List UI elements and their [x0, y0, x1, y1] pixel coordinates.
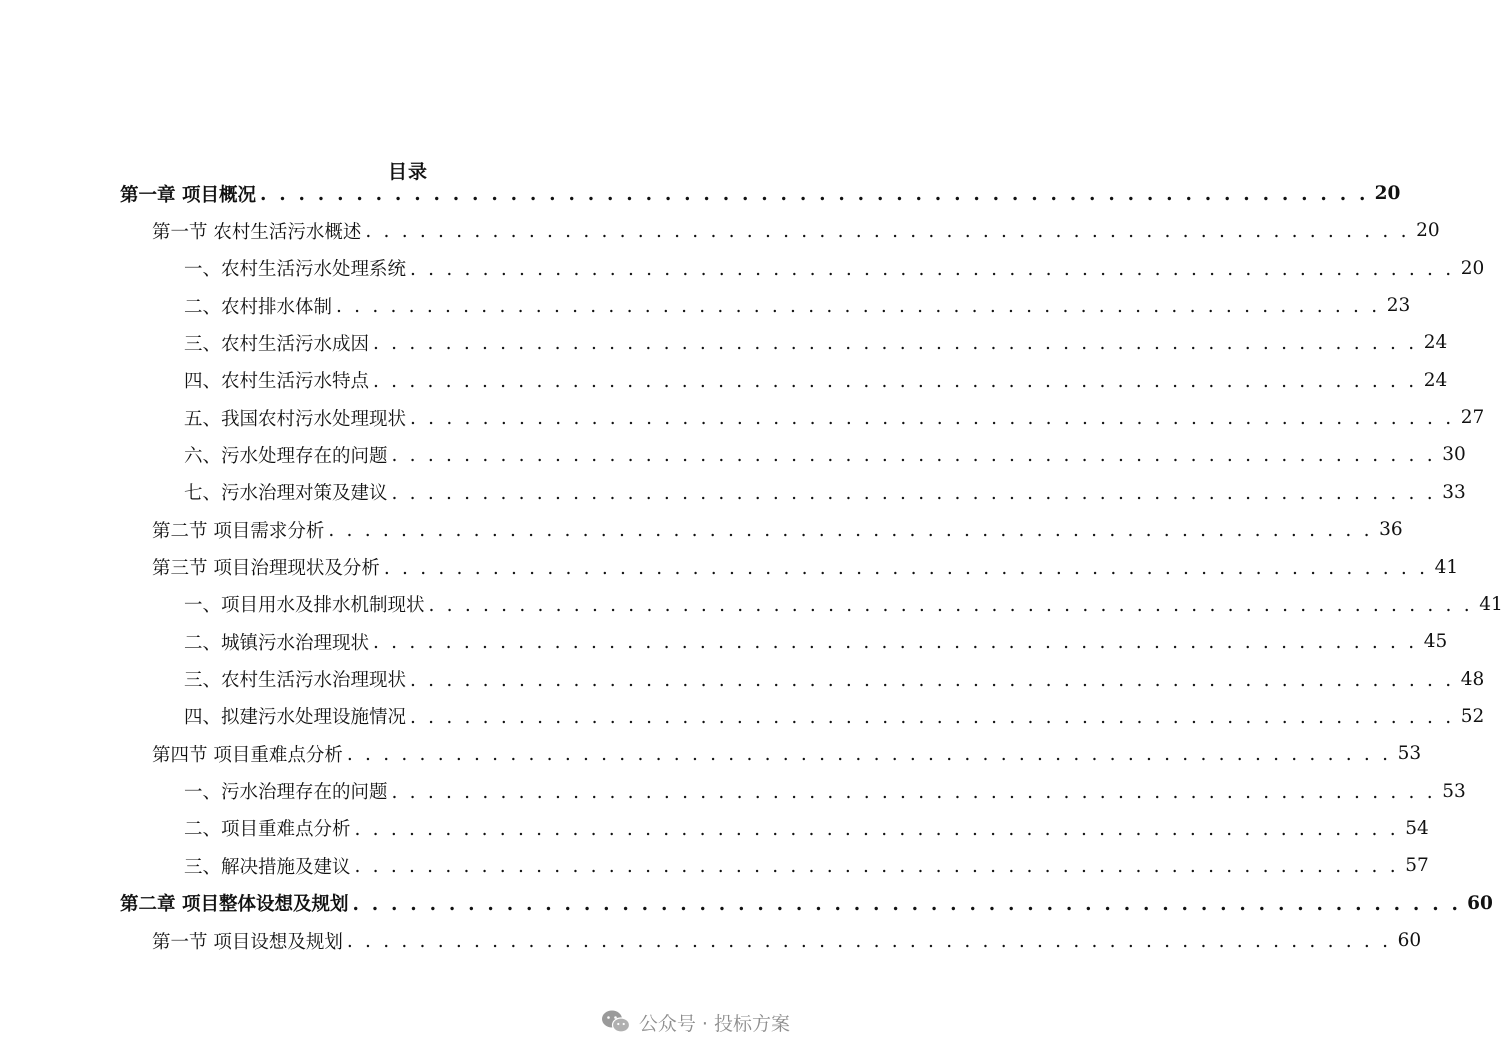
toc-entry-label: 三、农村生活污水治理现状 — [184, 670, 407, 692]
toc-dot-leader: . . . . . . . . . . . . . . . . . . . . . . . . . . . . . . . . . . . . . . . . . . . . . . . . . . . . . . . . . . — [391, 445, 1436, 467]
toc-dot-leader: . . . . . . . . . . . . . . . . . . . . . . . . . . . . . . . . . . . . . . . . . . . . . . . . . . . . . . . . . . — [352, 893, 1462, 915]
toc-page-number: 60 — [1467, 892, 1493, 914]
watermark-text: 公众号 · 投标方案 — [638, 1012, 790, 1035]
toc-page-number: 57 — [1405, 855, 1429, 877]
toc-entry[interactable] — [152, 511, 1403, 548]
toc-entry[interactable] — [184, 474, 1466, 511]
toc-entry-label: 第一章 项目概况 — [120, 184, 256, 206]
toc-entry-label: 四、农村生活污水特点 — [184, 371, 370, 393]
toc-dot-leader: . . . . . . . . . . . . . . . . . . . . . . . . . . . . . . . . . . . . . . . . . . . . . . . . . . . . . . . . . . — [373, 333, 1418, 355]
toc-page-number: 23 — [1386, 295, 1411, 317]
toc-dot-leader: . . . . . . . . . . . . . . . . . . . . . . . . . . . . . . . . . . . . . . . . . . . . . . . . . . . . . . . . . . — [410, 408, 1455, 430]
toc-dot-leader: . . . . . . . . . . . . . . . . . . . . . . . . . . . . . . . . . . . . . . . . . . . . . . . . . . . . . . . . . . — [346, 744, 1392, 766]
toc-entry-label: 七、污水治理对策及建议 — [184, 483, 388, 505]
toc-dot-leader: . . . . . . . . . . . . . . . . . . . . . . . . . . . . . . . . . . . . . . . . . . . . . . . . . . . . . . . . . . — [373, 370, 1418, 392]
toc-entry-label: 三、解决措施及建议 — [184, 856, 351, 878]
toc-dot-leader: . . . . . . . . . . . . . . . . . . . . . . . . . . . . . . . . . . . . . . . . . . . . . . . . . . . . . . . . . . — [373, 632, 1418, 654]
toc-entry[interactable] — [184, 362, 1448, 399]
toc-page-number: 41 — [1434, 556, 1459, 578]
toc-entry-label: 第二章 项目整体设想及规划 — [120, 894, 349, 916]
toc-entry-label: 二、农村排水体制 — [184, 296, 333, 318]
toc-dot-leader: . . . . . . . . . . . . . . . . . . . . . . . . . . . . . . . . . . . . . . . . . . . . . . . . . . . . . . . . . . — [428, 594, 1473, 616]
toc-page-number: 20 — [1460, 257, 1485, 279]
toc-entry-label: 二、项目重难点分析 — [184, 819, 351, 841]
toc-entry[interactable] — [184, 586, 1503, 623]
toc-dot-leader: . . . . . . . . . . . . . . . . . . . . . . . . . . . . . . . . . . . . . . . . . . . . . . . . . . . . . . . . . . — [410, 669, 1455, 691]
toc-page-number: 30 — [1442, 444, 1466, 466]
toc-entry[interactable] — [184, 661, 1485, 698]
toc-page-number: 36 — [1379, 519, 1403, 541]
toc-entry-label: 三、农村生活污水成因 — [184, 333, 370, 355]
toc-entry[interactable] — [152, 735, 1422, 772]
toc-dot-leader: . . . . . . . . . . . . . . . . . . . . . . . . . . . . . . . . . . . . . . . . . . . . . . . . . . . . . . . . . . — [328, 520, 1373, 542]
toc-dot-leader: . . . . . . . . . . . . . . . . . . . . . . . . . . . . . . . . . . . . . . . . . . . . . . . . . . . . . . . . . . — [410, 706, 1455, 728]
toc-entry[interactable] — [152, 549, 1459, 586]
toc-entry[interactable] — [184, 623, 1448, 660]
toc-dot-leader: . . . . . . . . . . . . . . . . . . . . . . . . . . . . . . . . . . . . . . . . . . . . . . . . . . . . . . . . . . — [346, 931, 1392, 952]
toc-page-number: 24 — [1423, 332, 1448, 354]
toc-entry[interactable] — [152, 922, 1422, 959]
toc-entry[interactable] — [184, 436, 1466, 473]
toc-entry[interactable] — [184, 847, 1429, 884]
toc-entry-label: 五、我国农村污水处理现状 — [184, 408, 407, 430]
toc-entry[interactable] — [184, 250, 1485, 287]
toc-entry-label: 第三节 项目治理现状及分析 — [152, 558, 380, 579]
toc-entry-label: 一、项目用水及排水机制现状 — [184, 595, 425, 617]
toc-dot-leader: . . . . . . . . . . . . . . . . . . . . . . . . . . . . . . . . . . . . . . . . . . . . . . . . . . . . . . . . . . — [336, 296, 1381, 318]
toc-entry[interactable] — [184, 810, 1429, 847]
toc-entry-label: 二、城镇污水治理现状 — [184, 632, 370, 654]
toc-page-number: 20 — [1374, 183, 1401, 204]
toc-page-number: 33 — [1442, 481, 1466, 503]
toc-page-number: 60 — [1397, 930, 1422, 951]
toc-entry-label: 第一节 项目设想及规划 — [152, 931, 343, 953]
toc-entry[interactable] — [184, 399, 1485, 436]
watermark — [601, 1008, 790, 1036]
toc-page-number: 27 — [1460, 407, 1485, 429]
toc-dot-leader: . . . . . . . . . . . . . . . . . . . . . . . . . . . . . . . . . . . . . . . . . . . . . . . . . . . . . . . . . . — [391, 482, 1436, 504]
toc-entry[interactable] — [152, 212, 1440, 249]
toc-page-number: 48 — [1460, 668, 1485, 690]
toc-page-number: 41 — [1479, 593, 1503, 615]
toc-entry[interactable] — [184, 773, 1466, 810]
toc-entry-label: 一、污水治理存在的问题 — [184, 782, 388, 804]
toc-entry-label: 六、污水处理存在的问题 — [184, 445, 388, 467]
toc-title: 目录 — [387, 160, 428, 183]
toc-dot-leader: . . . . . . . . . . . . . . . . . . . . . . . . . . . . . . . . . . . . . . . . . . . . . . . . . . . . . . . . . . — [259, 184, 1369, 205]
toc-page-number: 24 — [1423, 369, 1448, 391]
toc-page-number: 54 — [1405, 817, 1429, 839]
toc-page-number: 53 — [1397, 743, 1422, 765]
toc-entry[interactable] — [120, 885, 1493, 922]
toc-dot-leader: . . . . . . . . . . . . . . . . . . . . . . . . . . . . . . . . . . . . . . . . . . . . . . . . . . . . . . . . . . — [354, 818, 1399, 840]
toc-entry-label: 第四节 项目重难点分析 — [152, 744, 343, 766]
toc-entry[interactable] — [120, 175, 1401, 212]
toc-entry-label: 四、拟建污水处理设施情况 — [184, 707, 407, 729]
toc-page-number: 53 — [1442, 780, 1466, 802]
toc-dot-leader: . . . . . . . . . . . . . . . . . . . . . . . . . . . . . . . . . . . . . . . . . . . . . . . . . . . . . . . . . . — [354, 856, 1399, 878]
toc-entry[interactable] — [184, 287, 1411, 324]
toc-entry-label: 第二节 项目需求分析 — [152, 520, 325, 542]
toc-dot-leader: . . . . . . . . . . . . . . . . . . . . . . . . . . . . . . . . . . . . . . . . . . . . . . . . . . . . . . . . . . — [383, 557, 1429, 579]
toc-entry[interactable] — [184, 698, 1485, 735]
toc-entry[interactable] — [184, 324, 1448, 361]
toc-dot-leader: . . . . . . . . . . . . . . . . . . . . . . . . . . . . . . . . . . . . . . . . . . . . . . . . . . . . . . . . . . — [391, 781, 1436, 803]
toc-dot-leader: . . . . . . . . . . . . . . . . . . . . . . . . . . . . . . . . . . . . . . . . . . . . . . . . . . . . . . . . . . — [410, 258, 1455, 280]
toc-entry-label: 第一节 农村生活污水概述 — [152, 221, 362, 243]
toc-entry-label: 一、农村生活污水处理系统 — [184, 259, 407, 281]
toc-page-number: 45 — [1423, 631, 1448, 653]
toc-dot-leader: . . . . . . . . . . . . . . . . . . . . . . . . . . . . . . . . . . . . . . . . . . . . . . . . . . . . . . . . . . — [365, 221, 1410, 243]
wechat-icon — [601, 1009, 631, 1035]
toc-page-number: 52 — [1460, 705, 1485, 727]
toc-page-number: 20 — [1416, 220, 1440, 242]
